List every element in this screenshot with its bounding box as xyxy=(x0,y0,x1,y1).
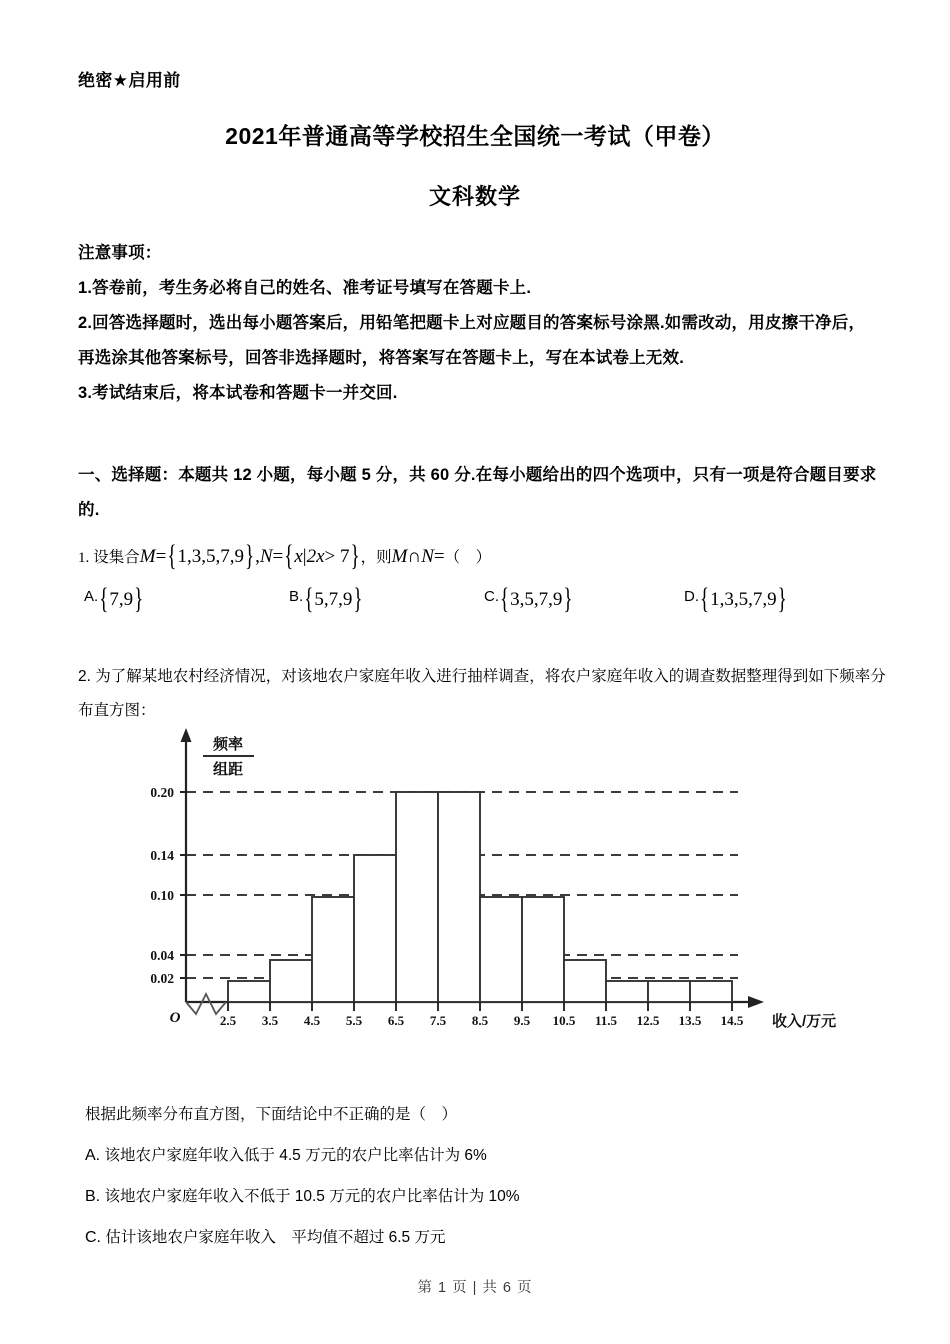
x-tick-marks xyxy=(228,1002,732,1011)
brace-close-icon: } xyxy=(350,539,360,573)
brace-open-icon: { xyxy=(99,582,109,616)
notice-block xyxy=(78,236,878,411)
notice-heading: 注意事项： xyxy=(78,244,162,262)
question-1-option-b[interactable] xyxy=(289,582,363,616)
option-label: A. xyxy=(85,1147,101,1164)
y-tick-label: 0.14 xyxy=(150,848,174,863)
notice-item-1: 1.答卷前，考生务必将自己的姓名、准考证号填写在答题卡上. xyxy=(78,279,532,297)
section-heading-multiple-choice: 一、选择题：本题共 12 小题，每小题 5 分，共 60 分.在每小题给出的四个选项中，只有一项是符合题目要求的. xyxy=(78,466,877,519)
secrecy-notice: 绝密★启用前 xyxy=(78,71,181,90)
question-1-number: 1. xyxy=(78,550,90,566)
question-2-number: 2. xyxy=(78,668,91,685)
brace-close-icon: } xyxy=(244,539,255,573)
intersection-icon: ∩ xyxy=(407,546,422,567)
brace-open-icon: { xyxy=(304,582,314,616)
page-subtitle: 文科数学 xyxy=(428,184,521,209)
x-axis-label: 收入/万元 xyxy=(772,1013,837,1030)
question-1-set-m-eq: = xyxy=(155,546,167,567)
question-2-stem xyxy=(78,660,890,728)
option-label: C. xyxy=(85,1229,101,1246)
option-label: C. xyxy=(484,588,499,605)
x-tick-label: 14.5 xyxy=(720,1013,744,1028)
histogram-bar xyxy=(648,981,690,1002)
option-value: 5,7,9 xyxy=(314,589,353,610)
x-tick-label: 11.5 xyxy=(594,1013,618,1028)
option-label: B. xyxy=(85,1188,101,1205)
page-footer: 第 1 页 | 共 6 页 xyxy=(417,1280,533,1296)
question-1-answer-blank[interactable]: （ ） xyxy=(444,549,492,566)
option-text: 该地农户家庭年收入不低于 10.5 万元的农户比率估计为 10% xyxy=(104,1188,520,1205)
question-1-set-n-name: N xyxy=(259,546,273,567)
question-1-set-n-coef: 2x xyxy=(306,546,325,567)
histogram-bar xyxy=(312,897,354,1002)
x-axis-arrow-icon xyxy=(748,996,764,1008)
notice-item-3: 3.考试结束后，将本试卷和答题卡一并交回. xyxy=(78,384,398,402)
notice-item-2: 2.回答选择题时，选出每小题答案后，用铅笔把题卡上对应题目的答案标号涂黑.如需改动，用皮擦干净后，再选涂其他答案标号，回答非选择题时，将答案写在答题卡上，写在本试卷上无效. xyxy=(78,314,866,367)
y-axis-arrow-icon xyxy=(181,728,192,742)
histogram-bars xyxy=(228,792,732,1002)
question-2-option-b[interactable] xyxy=(85,1176,897,1217)
histogram-bar xyxy=(690,981,732,1002)
question-2-prompt: 根据此频率分布直方图，下面结论中不正确的是（ ） xyxy=(85,1106,458,1123)
histogram-bar xyxy=(270,960,312,1002)
histogram-svg xyxy=(78,722,878,1052)
histogram-bar xyxy=(396,792,438,1002)
option-label: A. xyxy=(84,588,99,605)
question-1-option-a[interactable] xyxy=(84,582,144,616)
question-1-set-n-rel: > 7 xyxy=(324,546,350,567)
histogram-bar xyxy=(354,855,396,1002)
y-axis-label xyxy=(203,735,254,778)
x-tick-labels xyxy=(220,1013,744,1028)
x-tick-label: 4.5 xyxy=(303,1013,321,1028)
brace-close-icon: } xyxy=(134,582,144,616)
option-label: D. xyxy=(684,588,699,605)
question-1-result-m: M xyxy=(391,546,408,567)
question-1-result-n: N xyxy=(421,546,434,567)
option-text: 估计该地农户家庭年收入 平均值不超过 6.5 万元 xyxy=(105,1229,446,1246)
brace-open-icon: { xyxy=(284,539,294,573)
y-axis-label-denominator: 组距 xyxy=(212,761,244,778)
question-1-option-c[interactable] xyxy=(484,582,574,616)
option-value: 3,5,7,9 xyxy=(510,589,563,610)
x-tick-label: 13.5 xyxy=(678,1013,702,1028)
question-1-comma: , xyxy=(255,546,260,567)
histogram-bar xyxy=(438,792,480,1002)
question-1-result-eq: = xyxy=(433,546,445,567)
histogram-bar xyxy=(564,960,606,1002)
question-2-option-a[interactable] xyxy=(85,1135,897,1176)
histogram-bar xyxy=(228,981,270,1002)
brace-close-icon: } xyxy=(777,582,787,616)
x-tick-label: 9.5 xyxy=(513,1013,531,1028)
x-tick-label: 2.5 xyxy=(219,1013,237,1028)
question-1 xyxy=(78,540,878,575)
y-tick-label: 0.02 xyxy=(150,971,174,986)
question-1-set-m-value: 1,3,5,7,9 xyxy=(177,546,244,567)
origin-label: O xyxy=(169,1010,181,1026)
question-1-set-n-eq: = xyxy=(272,546,284,567)
brace-open-icon: { xyxy=(700,582,710,616)
page-title: 2021年普通高等学校招生全国统一考试（甲卷） xyxy=(225,123,725,149)
option-text: 该地农户家庭年收入低于 4.5 万元的农户比率估计为 6% xyxy=(104,1147,487,1164)
x-tick-label: 6.5 xyxy=(387,1013,405,1028)
brace-close-icon: } xyxy=(563,582,573,616)
histogram-bar xyxy=(522,897,564,1002)
question-1-stem-mid: ，则 xyxy=(360,549,392,566)
question-2-option-c[interactable] xyxy=(85,1217,897,1258)
axis-break-icon xyxy=(186,994,226,1014)
y-tick-label: 0.20 xyxy=(150,785,174,800)
question-1-option-d[interactable] xyxy=(684,582,788,616)
x-tick-label: 10.5 xyxy=(552,1013,576,1028)
question-1-stem-prefix: 设集合 xyxy=(93,549,140,566)
question-1-options xyxy=(84,582,884,628)
brace-close-icon: } xyxy=(353,582,363,616)
histogram-bar xyxy=(480,897,522,1002)
y-axis-label-numerator: 频率 xyxy=(212,736,244,753)
frequency-distribution-histogram xyxy=(78,722,878,1052)
option-value: 1,3,5,7,9 xyxy=(710,589,777,610)
question-1-set-m-name: M xyxy=(139,546,156,567)
question-1-set-n-var: x xyxy=(294,546,303,567)
question-2-stem-text: 为了解某地农村经济情况，对该地农户家庭年收入进行抽样调查，将农户家庭年收入的调查数据整理得到如下频率分布直方图： xyxy=(78,668,886,719)
x-tick-label: 3.5 xyxy=(261,1013,279,1028)
x-tick-label: 5.5 xyxy=(345,1013,363,1028)
y-tick-label: 0.04 xyxy=(150,948,174,963)
x-tick-label: 12.5 xyxy=(636,1013,660,1028)
y-tick-labels xyxy=(150,785,174,986)
question-2-options-block xyxy=(85,1094,897,1258)
x-tick-label: 7.5 xyxy=(429,1013,447,1028)
brace-open-icon: { xyxy=(500,582,510,616)
question-1-set-n-sep: | xyxy=(302,546,307,567)
option-label: B. xyxy=(289,588,304,605)
histogram-bar xyxy=(606,981,648,1002)
x-tick-label: 8.5 xyxy=(471,1013,489,1028)
option-value: 7,9 xyxy=(109,589,134,610)
brace-open-icon: { xyxy=(167,539,177,573)
y-tick-label: 0.10 xyxy=(150,888,174,903)
